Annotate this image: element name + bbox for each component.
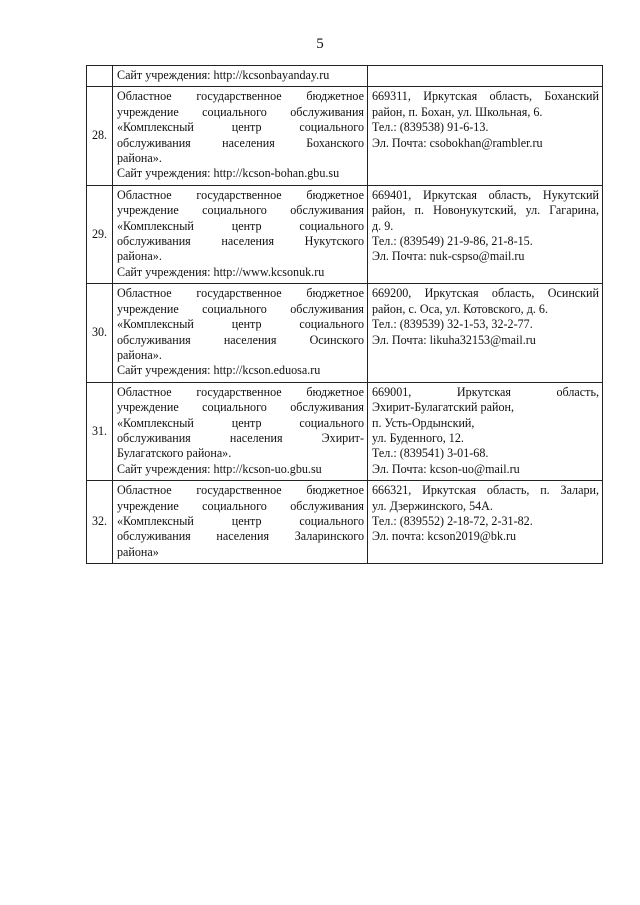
institution-cell — [113, 66, 368, 87]
contacts-cell — [368, 481, 603, 564]
address-line: район, п. Новонукутский, ул. Гагарина, — [372, 203, 599, 218]
address-line: 669200, Иркутская область, Осинский — [372, 286, 599, 301]
email-line: Эл. Почта: nuk-cspso@mail.ru — [372, 249, 525, 264]
contacts-cell — [368, 87, 603, 185]
institution-site: Сайт учреждения: http://kcsonbayanday.ru — [117, 68, 330, 82]
institution-name-line: учреждение социального обслуживания — [117, 104, 364, 119]
contacts-cell — [368, 284, 603, 382]
table-row — [87, 284, 603, 382]
institution-name-line: Областное государственное бюджетное — [117, 483, 364, 498]
contacts-cell — [368, 382, 603, 480]
institution-site: Сайт учреждения: http://kcson-uo.gbu.su — [117, 461, 322, 476]
institution-name-line: района». — [117, 347, 162, 362]
institution-name-line: района» — [117, 544, 159, 559]
institution-site: Сайт учреждения: http://www.kcsonuk.ru — [117, 264, 325, 279]
row-number-cell: 31. — [87, 382, 113, 480]
institution-name-line: района». — [117, 151, 162, 166]
institution-name-line: обслуживания населения Боханского — [117, 135, 364, 150]
institution-name-line: обслуживания населения Нукутского — [117, 234, 364, 249]
institution-name-line: обслуживания населения Осинского — [117, 332, 364, 347]
table-row — [87, 66, 603, 87]
phone-line: Тел.: (839549) 21-9-86, 21-8-15. — [372, 234, 533, 249]
phone-line: Тел.: (839541) 3-01-68. — [372, 446, 489, 461]
phone-line: Тел.: (839538) 91-6-13. — [372, 120, 489, 135]
institution-cell — [113, 87, 368, 185]
institution-name-line: Областное государственное бюджетное — [117, 187, 364, 202]
address-line: 669001, Иркутская область, — [372, 384, 599, 399]
institution-site: Сайт учреждения: http://kcson-bohan.gbu.su — [117, 166, 340, 181]
institution-name-line: учреждение социального обслуживания — [117, 498, 364, 513]
institution-cell — [113, 284, 368, 382]
row-number-cell: 29. — [87, 185, 113, 283]
institutions-table — [86, 65, 603, 564]
email-line: Эл. Почта: csobokhan@rambler.ru — [372, 135, 543, 150]
institution-name-line: «Комплексный центр социального — [117, 415, 364, 430]
institution-name-line: учреждение социального обслуживания — [117, 203, 364, 218]
email-line: Эл. почта: kcson2019@bk.ru — [372, 529, 517, 544]
address-line: район, п. Бохан, ул. Школьная, 6. — [372, 104, 543, 119]
institution-cell — [113, 481, 368, 564]
institution-cell — [113, 382, 368, 480]
row-number-cell — [87, 66, 113, 87]
row-number-cell: 32. — [87, 481, 113, 564]
institution-site: Сайт учреждения: http://kcson.eduosa.ru — [117, 363, 321, 378]
institution-name-line: Областное государственное бюджетное — [117, 384, 364, 399]
institution-name-line: Областное государственное бюджетное — [117, 286, 364, 301]
row-number-cell: 28. — [87, 87, 113, 185]
institution-name-line: «Комплексный центр социального — [117, 513, 364, 528]
page-number: 5 — [316, 36, 324, 52]
institution-name-line: района». — [117, 249, 162, 264]
institution-name-line: Областное государственное бюджетное — [117, 89, 364, 104]
address-line: ул. Дзержинского, 54А. — [372, 498, 493, 513]
contacts-cell — [368, 185, 603, 283]
institution-name-line: обслуживания населения Эхирит- — [117, 430, 364, 445]
institution-name-line: «Комплексный центр социального — [117, 317, 364, 332]
institution-name-line: обслуживания населения Заларинского — [117, 529, 364, 544]
address-line: район, с. Оса, ул. Котовского, д. 6. — [372, 301, 548, 316]
table-row — [87, 382, 603, 480]
row-number-cell: 30. — [87, 284, 113, 382]
table-row — [87, 87, 603, 185]
institution-name-line: учреждение социального обслуживания — [117, 400, 364, 415]
contacts-cell — [368, 66, 603, 87]
address-line: д. 9. — [372, 218, 394, 233]
institution-name-line: Булагатского района». — [117, 446, 232, 461]
institution-name-line: «Комплексный центр социального — [117, 218, 364, 233]
phone-line: Тел.: (839539) 32-1-53, 32-2-77. — [372, 317, 533, 332]
address-line: п. Усть-Ордынский, — [372, 415, 475, 430]
institution-cell — [113, 185, 368, 283]
email-line: Эл. Почта: likuha32153@mail.ru — [372, 332, 536, 347]
address-line: ул. Буденного, 12. — [372, 430, 464, 445]
address-line: 669401, Иркутская область, Нукутский — [372, 187, 599, 202]
table-row — [87, 185, 603, 283]
address-line: 669311, Иркутская область, Боханский — [372, 89, 599, 104]
phone-line: Тел.: (839552) 2-18-72, 2-31-82. — [372, 513, 533, 528]
address-line: 666321, Иркутская область, п. Залари, — [372, 483, 599, 498]
institution-name-line: учреждение социального обслуживания — [117, 301, 364, 316]
institution-name-line: «Комплексный центр социального — [117, 120, 364, 135]
email-line: Эл. Почта: kcson-uo@mail.ru — [372, 461, 520, 476]
address-line: Эхирит-Булагатский район, — [372, 400, 514, 415]
table-row — [87, 481, 603, 564]
